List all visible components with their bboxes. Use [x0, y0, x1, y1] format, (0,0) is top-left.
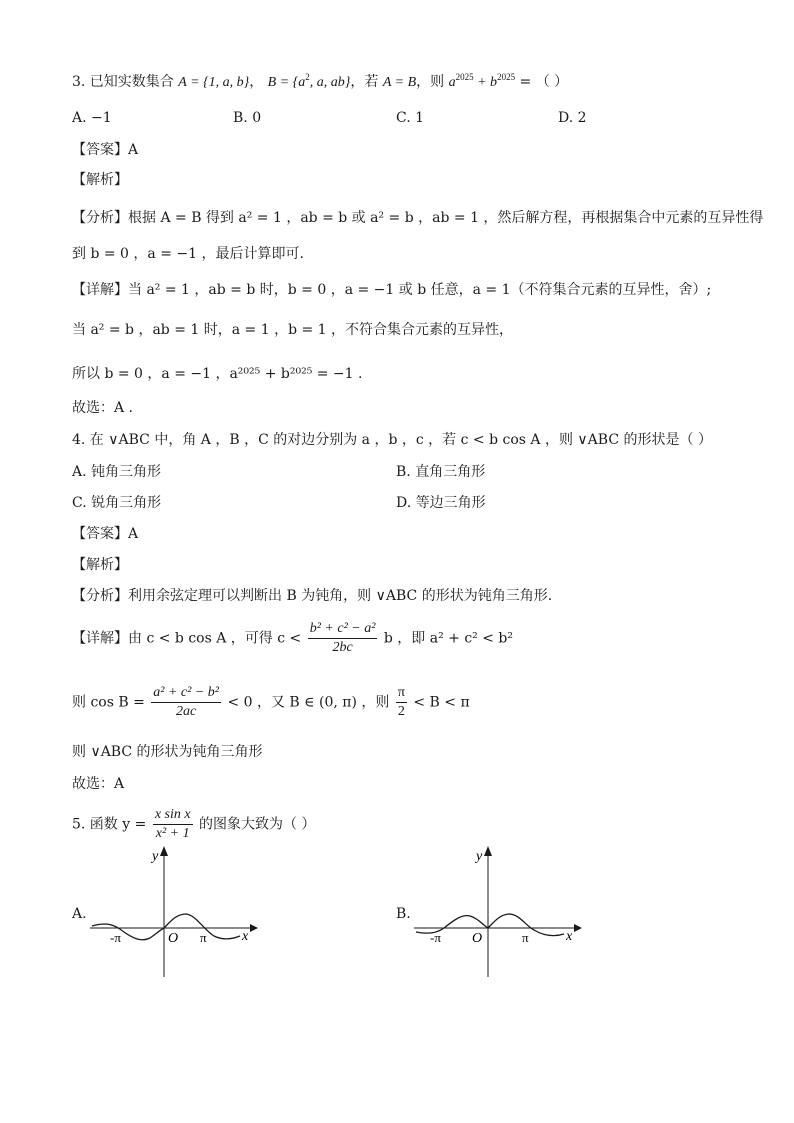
q3-sep2: ，若	[350, 74, 383, 90]
q3-option-d: D. 2	[558, 110, 587, 126]
origin-label: O	[472, 931, 483, 946]
q3-stem	[72, 72, 568, 93]
q4-stem: 4. 在 ∨ABC 中，角 A ，B ，C 的对边分别为 a ，b ，c ，若 c < b cos A ，则 ∨ABC 的形状是（ ）	[72, 432, 712, 448]
q3-analysis-title: 【解析】	[72, 172, 128, 188]
y-axis-arrow	[160, 846, 168, 856]
q4-shape: 则 ∨ABC 的形状为钝角三角形	[72, 744, 263, 760]
x-label: x	[566, 929, 573, 944]
q5-option-a-label: A.	[72, 906, 87, 922]
q3-set-a: A = {1, a, b}	[178, 75, 250, 90]
x-axis-arrow	[574, 924, 582, 932]
q4-cos-pre: 则 cos B =	[72, 694, 145, 711]
pos-pi-label: π	[200, 930, 207, 945]
q5-stem-post: 的图象大致为（ ）	[199, 816, 316, 833]
x-label: x	[242, 929, 249, 944]
y-label: y	[152, 849, 159, 864]
q3-cond: A = B	[382, 75, 417, 90]
q5-stem	[72, 806, 315, 843]
q4-option-c: C. 锐角三角形	[72, 495, 162, 511]
q4-option-a: A. 钝角三角形	[72, 464, 162, 480]
q3-xiangjie-line1: 【详解】当 a² = 1 ，ab = b 时，b = 0 ，a = −1 或 b 任意，a = 1（不符集合元素的互异性，舍）;	[72, 282, 712, 298]
q3-option-c: C. 1	[396, 110, 425, 126]
q4-xiangjie-post: b ，即 a² + c² < b²	[383, 630, 514, 647]
pos-pi-label: π	[522, 930, 529, 945]
q4-answer: 【答案】A	[72, 526, 139, 542]
q4-fenxi: 【分析】利用余弦定理可以判断出 B 为钝角，则 ∨ABC 的形状为钝角三角形.	[72, 588, 553, 604]
q4-fraction-3: $\frac{\pi}{2}$	[397, 685, 405, 719]
q3-conclusion: 故选：A .	[72, 400, 134, 416]
q3-answer: 【答案】A	[72, 142, 139, 158]
q4-analysis-title: 【解析】	[72, 557, 128, 573]
q3-sep: ，	[249, 74, 268, 90]
origin-label: O	[168, 931, 179, 946]
q3-stem-end: = （ ）	[515, 74, 569, 90]
q4-xiangjie	[72, 620, 513, 657]
neg-pi-label: -π	[110, 930, 121, 945]
q3-option-b: B. 0	[233, 110, 262, 126]
q5-graph-a	[90, 842, 265, 982]
q3-stem-text: 3. 已知实数集合	[72, 74, 179, 90]
y-label: y	[476, 849, 483, 864]
q5-option-b-label: B.	[396, 906, 411, 922]
q4-fraction-1: $\frac{\text{b² + c² − a²}}{2bc}$	[309, 621, 376, 655]
q4-fraction-2: $\frac{\text{a² + c² − b²}}{2ac}$	[153, 685, 219, 719]
q5-graph-b	[414, 842, 589, 982]
q3-fenxi-line2: 到 b = 0 ，a = −1 ，最后计算即可.	[72, 246, 304, 262]
q3-option-a: A. −1	[72, 110, 112, 126]
q3-expr: $a^{2025} + b^{2025}$	[448, 72, 516, 90]
neg-pi-label: -π	[430, 930, 441, 945]
q3-xiangjie-line3: 所以 b = 0 ，a = −1 ，a²⁰²⁵ + b²⁰²⁵ = −1 .	[72, 366, 363, 382]
q5-fraction: $\frac{\text{x sin x}}{\text{x² + 1}}$	[154, 807, 191, 841]
y-axis-arrow	[484, 846, 492, 856]
q4-option-d: D. 等边三角形	[396, 495, 486, 511]
q3-sep3: ，则	[416, 74, 449, 90]
q3-set-b: $B = \{a^2$, a, ab}	[267, 72, 351, 90]
q3-fenxi-line1: 【分析】根据 A = B 得到 a² = 1 ，ab = b 或 a² = b ，ab = 1 ，然后解方程，再根据集合中元素的互异性得	[72, 210, 764, 226]
q4-conclusion: 故选：A	[72, 776, 125, 792]
q4-cos-post: < B < π	[413, 694, 470, 711]
x-axis-arrow	[250, 924, 258, 932]
q4-cosine	[72, 684, 470, 721]
q3-xiangjie-line2: 当 a² = b ，ab = 1 时，a = 1 ，b = 1 ，不符合集合元素的互异性，	[72, 322, 514, 338]
q4-cos-mid: < 0 ，又 B ∈ (0, π) ，则	[227, 694, 390, 711]
q4-xiangjie-pre: 【详解】由 c < b cos A ，可得 c <	[72, 630, 302, 647]
q5-stem-pre: 5. 函数 y =	[72, 816, 147, 833]
q4-option-b: B. 直角三角形	[396, 464, 486, 480]
